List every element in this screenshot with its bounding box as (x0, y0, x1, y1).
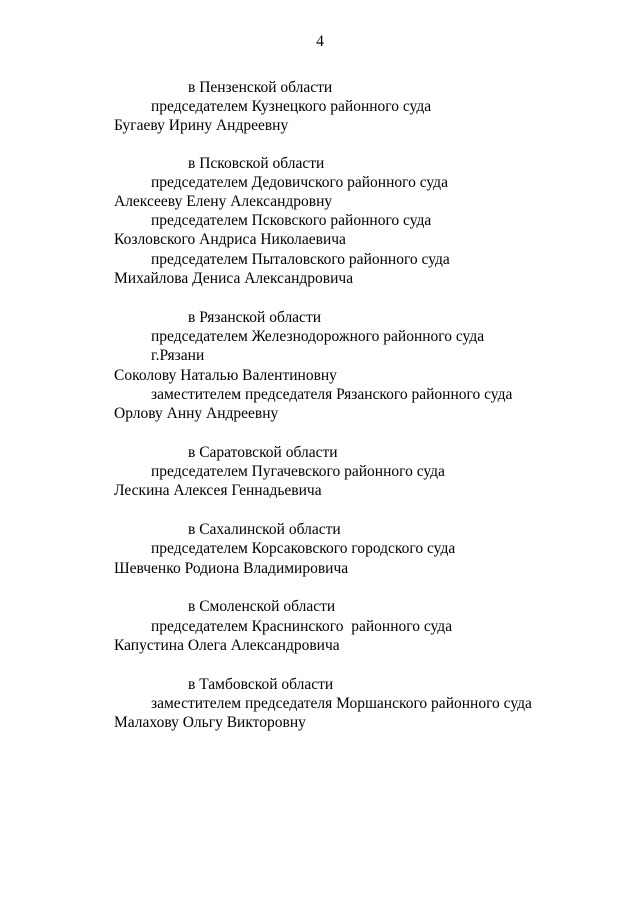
position-text: председателем Корсаковского городского суда (151, 540, 456, 557)
position-text: председателем Железнодорожного районного суда (151, 328, 485, 345)
position-text: председателем Пугачевского районного суда (151, 463, 445, 480)
person-name: Алексееву Елену Александровну (114, 193, 333, 210)
position-text: председателем Псковского районного суда (151, 212, 432, 229)
region-heading: в Смоленской области (188, 598, 336, 615)
page-number: 4 (316, 33, 324, 50)
person-name: Михайлова Дениса Александровича (114, 270, 354, 287)
position-text: заместителем председателя Рязанского районного суда (151, 386, 513, 403)
person-name: Орлову Анну Андреевну (114, 405, 279, 422)
person-name: Капустина Олега Александровича (114, 637, 340, 654)
position-text-continued: г.Рязани (151, 347, 205, 364)
position-text: председателем Кузнецкого районного суда (151, 98, 432, 115)
region-heading: в Рязанской области (188, 309, 322, 326)
position-text: заместителем председателя Моршанского районного суда (151, 695, 532, 712)
person-name: Лескина Алексея Геннадьевича (114, 482, 322, 499)
person-name: Соколову Наталью Валентиновну (114, 367, 337, 384)
region-heading: в Саратовской области (188, 444, 338, 461)
person-name: Козловского Андриса Николаевича (114, 231, 346, 248)
position-text: председателем Краснинского районного суда (151, 618, 453, 635)
region-heading: в Тамбовской области (188, 676, 334, 693)
region-heading: в Пензенской области (188, 79, 333, 96)
person-name: Бугаеву Ирину Андреевну (114, 117, 289, 134)
position-text: председателем Дедовичского районного суда (151, 174, 448, 191)
region-heading: в Псковской области (188, 155, 325, 172)
position-text: председателем Пыталовского районного суда (151, 251, 450, 268)
region-heading: в Сахалинской области (188, 521, 341, 538)
person-name: Малахову Ольгу Викторовну (114, 714, 306, 731)
person-name: Шевченко Родиона Владимировича (114, 560, 349, 577)
